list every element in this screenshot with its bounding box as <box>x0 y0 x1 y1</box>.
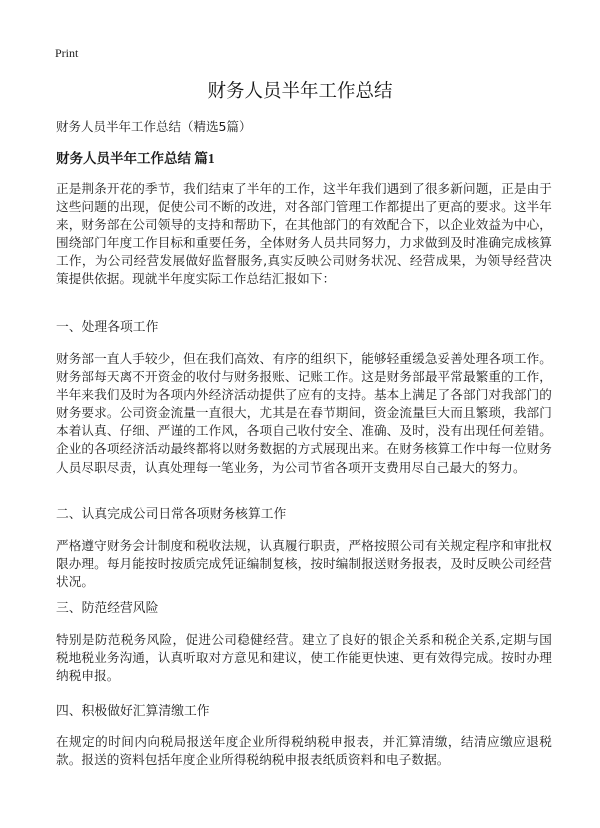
intro-paragraph: 正是荆条开花的季节，我们结束了半年的工作，这半年我们遇到了很多新问题，正是由于这些问题的出现，促使公司不断的改进，对各部门管理工作都提出了更高的要求。这半年来，财务部在公司领导的支持和帮助下，在其他部门的有效配合下，以企业效益为中心，围绕部门年度工作目标和重要任务，全体财务人员共同努力，力求做到及时准确完成核算工作，为公司经营发展做好监督服务,真实反映公司财务状况、经营成果，为领导经营决策提供依据。现就半年度实际工作总结汇报如下： <box>56 181 552 287</box>
part-heading-4: 四、积极做好汇算清缴工作 <box>56 704 210 719</box>
part-body-1: 财务部一直人手较少，但在我们高效、有序的组织下，能够轻重缓急妥善处理各项工作。财务部每天离不开资金的收付与财务报账、记账工作。这是财务部最平常最繁重的工作，半年来我们及时为各项内外经济活动提供了应有的支持。基本上满足了各部门对我部门的财务要求。公司资金流量一直很大，尤其是在春节期间，资金流量巨大而且繁琐，我部门本着认真、仔细、严谨的工作风，各项自己收付安全、准确、及时，没有出现任何差错。企业的各项经济活动最终都将以财务数据的方式展现出来。在财务核算工作中每一位财务人员尽职尽责，认真处理每一笔业务，为公司节省各项开支费用尽自己最大的努力。 <box>56 351 552 475</box>
part-heading-3: 三、防范经营风险 <box>56 601 159 616</box>
part-body-2: 严格遵守财务会计制度和税收法规，认真履行职责，严格按照公司有关规定程序和审批权限办理。每月能按时按质完成凭证编制复核，按时编制报送财务报表，及时反映公司经营状况。 <box>56 538 552 590</box>
section-heading: 财务人员半年工作总结 篇1 <box>56 151 215 166</box>
print-link[interactable]: Print <box>55 46 79 60</box>
part-heading-1: 一、处理各项工作 <box>56 320 159 335</box>
part-body-3: 特别是防范税务风险，促进公司稳健经营。建立了良好的银企关系和税企关系,定期与国税地税业务沟通，认真听取对方意见和建议，使工作能更快速、更有效得完成。按时办理纳税申报。 <box>56 632 552 684</box>
part-body-4: 在规定的时间内向税局报送年度企业所得税纳税申报表，并汇算清缴，结清应缴应退税款。报送的资料包括年度企业所得税纳税申报表纸质资料和电子数据。 <box>56 734 552 768</box>
page-title: 财务人员半年工作总结 <box>207 81 393 102</box>
part-heading-2: 二、认真完成公司日常各项财务核算工作 <box>56 507 287 522</box>
document-subtitle: 财务人员半年工作总结（精选5篇） <box>56 119 252 134</box>
